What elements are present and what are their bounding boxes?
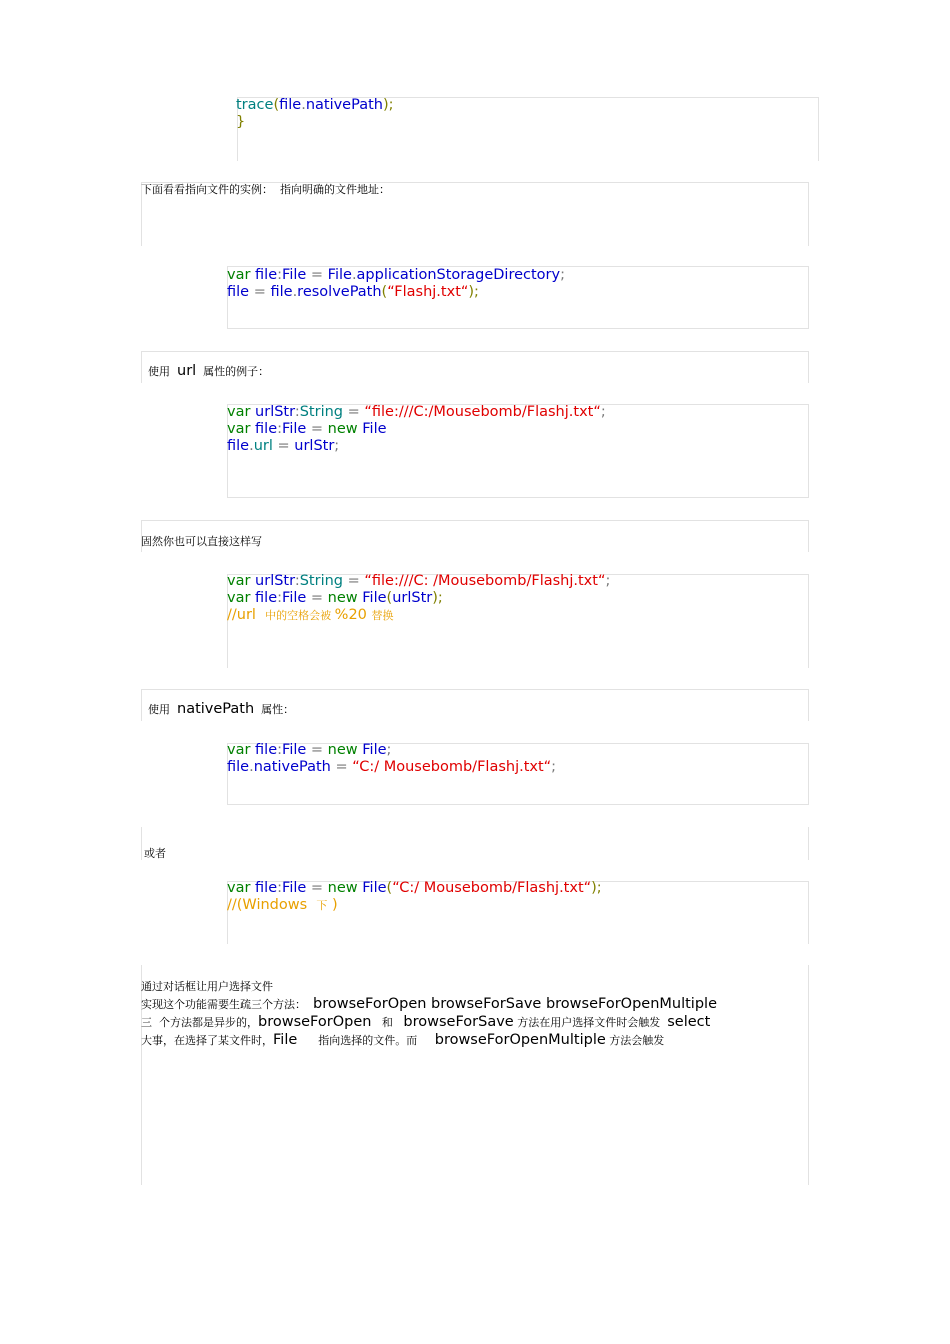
code-line [227, 267, 565, 284]
code-token: } [236, 114, 246, 130]
code-token: = [306, 880, 328, 896]
code-token: file [270, 284, 293, 300]
code-token: file [279, 97, 302, 113]
code-token: var [227, 421, 256, 437]
code-block-1 [236, 97, 394, 131]
paragraph-text: 方法在用户选择文件时会触发 [513, 1016, 668, 1029]
code-token: . [249, 438, 254, 454]
code-token: 下 [316, 899, 328, 912]
code-line [227, 759, 556, 776]
code-block-6 [227, 880, 602, 914]
code-token: file [255, 590, 278, 606]
heading-url-code: url [177, 363, 197, 379]
code-token: file [255, 267, 278, 283]
code-token: = [343, 404, 365, 420]
code-line [227, 284, 565, 301]
code-token: . [351, 267, 357, 283]
code-token: String [299, 573, 343, 589]
code-token: ; [551, 759, 557, 775]
code-token: ; [334, 438, 340, 454]
heading-or: 或者 [144, 847, 166, 860]
code-token: : [277, 590, 283, 606]
code-line [227, 880, 602, 897]
code-token: ; [386, 742, 392, 758]
code-token: //url [227, 607, 266, 623]
code-token: file [255, 880, 278, 896]
code-token: urlStr [255, 573, 295, 589]
code-token: ); [382, 97, 394, 113]
paragraph-text: 实现这个功能需要生疏三个方法： [141, 998, 313, 1011]
code-token: : [277, 421, 283, 437]
paragraph-line [141, 996, 717, 1014]
code-token: var [227, 267, 256, 283]
code-token: nativePath [305, 97, 383, 113]
code-token: new [327, 590, 363, 606]
code-token: urlStr [294, 438, 335, 454]
code-token: var [227, 742, 256, 758]
code-token: 中的空格会被 [265, 609, 335, 622]
code-token: “C:/ Mousebomb/Flashj.txt“ [392, 880, 592, 896]
code-token: . [292, 284, 298, 300]
code-line [227, 607, 610, 624]
heading-nativepath-code: nativePath [177, 701, 255, 717]
code-line [227, 438, 606, 455]
code-token: . [301, 97, 306, 113]
code-token: 替换 [371, 609, 394, 622]
code-token: trace [236, 97, 274, 113]
code-token: file [227, 759, 250, 775]
code-token: ); [468, 284, 479, 300]
paragraph-text: 通过对话框让用户选择文件 [141, 980, 273, 993]
code-token: = [306, 742, 328, 758]
code-token: File [282, 421, 307, 437]
code-token: nativePath [253, 759, 331, 775]
code-token: ; [600, 404, 606, 420]
code-token: File [362, 590, 387, 606]
code-token: “file:///C:/Mousebomb/Flashj.txt“ [364, 404, 601, 420]
code-line [236, 97, 394, 114]
code-token: ( [273, 97, 280, 113]
code-token: ( [381, 284, 388, 300]
code-token: new [327, 880, 363, 896]
paragraph-text: 三 个方法都是异步的， [141, 1016, 258, 1029]
code-line [227, 421, 606, 438]
code-term: browseForOpenMultiple [434, 1032, 606, 1048]
code-line [227, 590, 610, 607]
code-term: File [273, 1032, 298, 1048]
heading-url-pre: 使用 [148, 365, 177, 378]
heading-url-post: 属性的例子： [196, 365, 270, 378]
code-token: urlStr [255, 404, 295, 420]
heading-nativepath-pre: 使用 [148, 703, 177, 716]
code-token: = [306, 421, 328, 437]
code-block-3 [227, 404, 606, 455]
paragraph-text: 指向选择的文件。而 [297, 1034, 435, 1047]
code-token: String [299, 404, 343, 420]
code-token: File [327, 267, 352, 283]
code-line [236, 114, 394, 131]
code-token: file [227, 438, 250, 454]
code-token: var [227, 880, 256, 896]
code-token: File [282, 267, 307, 283]
code-token: = [306, 590, 328, 606]
code-token: ); [432, 590, 443, 606]
code-token: ( [386, 880, 393, 896]
code-token: var [227, 590, 256, 606]
heading-frame-5 [141, 827, 809, 860]
code-token: = [272, 438, 295, 454]
code-token: File [282, 742, 307, 758]
code-token: : [277, 267, 283, 283]
code-line [227, 573, 610, 590]
code-block-5 [227, 742, 556, 776]
code-token: : [294, 573, 300, 589]
code-token: ; [605, 573, 611, 589]
heading-url-property [141, 350, 269, 379]
code-token: var [227, 573, 256, 589]
code-token: “Flashj.txt“ [387, 284, 469, 300]
code-token: ( [386, 590, 393, 606]
paragraph-line [141, 978, 717, 996]
code-token: : [277, 742, 283, 758]
code-line [227, 897, 602, 914]
code-token: . [249, 759, 254, 775]
code-token: applicationStorageDirectory [356, 267, 561, 283]
heading-file-examples: 下面看看指向文件的实例： 指向明确的文件地址： [141, 183, 390, 196]
heading-nativepath-property [141, 688, 294, 717]
code-token: File [362, 421, 387, 437]
code-term: browseForOpen browseForSave browseForOpenMultiple [313, 996, 717, 1012]
code-token: ); [591, 880, 602, 896]
heading-nativepath-post: 属性： [254, 703, 295, 716]
code-token: “file:///C: /Mousebomb/Flashj.txt“ [364, 573, 606, 589]
code-token: = [306, 267, 328, 283]
code-token: file [255, 742, 278, 758]
code-term: browseForOpen [258, 1014, 372, 1030]
code-term: select [667, 1014, 711, 1030]
code-token: urlStr [392, 590, 433, 606]
code-token: File [362, 742, 387, 758]
paragraph-text: 方法会触发 [605, 1034, 665, 1047]
code-token: = [249, 284, 271, 300]
code-token: File [282, 590, 307, 606]
code-token: File [362, 880, 387, 896]
code-token: new [327, 421, 363, 437]
code-token: = [330, 759, 353, 775]
paragraph-text: 大事，在选择了某文件时， [141, 1034, 273, 1047]
code-token: ; [560, 267, 565, 283]
code-token: “C:/ Mousebomb/Flashj.txt“ [352, 759, 552, 775]
code-token: File [282, 880, 307, 896]
code-token: file [255, 421, 278, 437]
code-token: new [327, 742, 363, 758]
code-token: : [277, 880, 283, 896]
code-line [227, 742, 556, 759]
code-block-4 [227, 573, 610, 624]
code-block-2 [227, 267, 565, 301]
code-token: file [227, 284, 250, 300]
code-token: : [294, 404, 300, 420]
code-token: resolvePath [297, 284, 382, 300]
heading-direct-write: 固然你也可以直接这样写 [141, 535, 262, 548]
paragraph-line [141, 1032, 717, 1050]
paragraph-text: 和 [371, 1016, 404, 1029]
code-term: browseForSave [403, 1014, 514, 1030]
paragraph-line [141, 1014, 717, 1032]
paragraph-dialog-selection [141, 978, 717, 1050]
code-token: %20 [334, 607, 372, 623]
code-token: ) [327, 897, 338, 913]
code-token: url [253, 438, 273, 454]
code-token: var [227, 404, 256, 420]
code-token: = [343, 573, 365, 589]
code-token: //(Windows [227, 897, 317, 913]
code-line [227, 404, 606, 421]
